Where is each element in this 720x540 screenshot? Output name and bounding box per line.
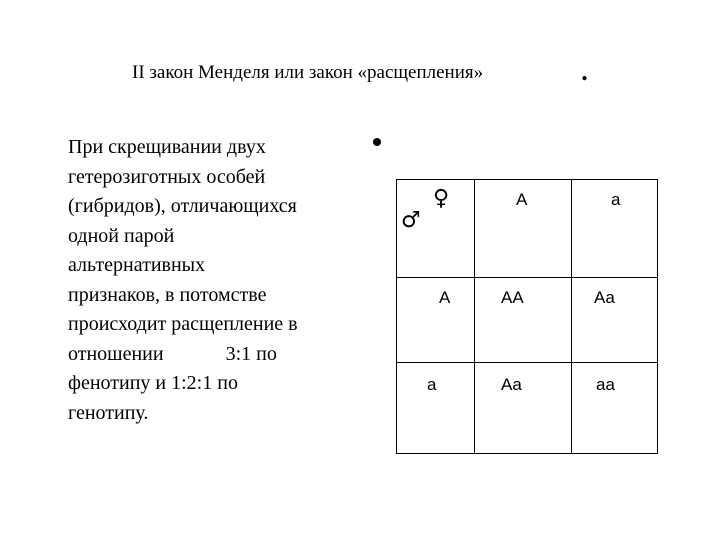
description-line: генотипу. <box>68 401 149 424</box>
description-line: фенотипу и 1:2:1 по <box>68 372 238 394</box>
grid-divider <box>474 180 475 453</box>
description-line: (гибридов), отличающихся <box>68 195 297 217</box>
grid-divider <box>397 362 657 363</box>
genotype-cell: aa <box>596 375 615 394</box>
female-symbol-icon: ♀ <box>433 186 450 211</box>
title-trailing-mark: . <box>580 48 589 88</box>
slide-title: II закон Менделя или закон «расщепления» <box>132 62 484 83</box>
description-line: гетерозиготных особей <box>68 165 266 188</box>
description-ratio-line <box>68 340 368 370</box>
bullet-dot <box>373 138 381 146</box>
column-header: a <box>611 190 621 209</box>
description-line: При скрещивании двух <box>68 136 266 158</box>
description-line: происходит расщепление в <box>68 313 298 335</box>
grid-divider <box>571 180 572 453</box>
ratio-line-start: отношении <box>68 342 164 365</box>
male-symbol-icon: ♂ <box>401 208 421 233</box>
genotype-cell: AA <box>501 288 524 307</box>
description-line: признаков, в потомстве <box>68 283 267 306</box>
column-header: A <box>516 190 528 209</box>
grid-divider <box>397 277 657 278</box>
punnett-square <box>396 179 658 454</box>
genotype-cell: Aa <box>501 375 522 394</box>
law-description <box>68 133 368 428</box>
row-header: a <box>427 375 437 394</box>
description-line: альтернативных <box>68 254 206 276</box>
description-line: одной парой <box>68 224 175 247</box>
genotype-cell: Aa <box>594 288 615 307</box>
ratio-line-end: 3:1 по <box>225 342 277 365</box>
row-header: A <box>439 288 451 307</box>
